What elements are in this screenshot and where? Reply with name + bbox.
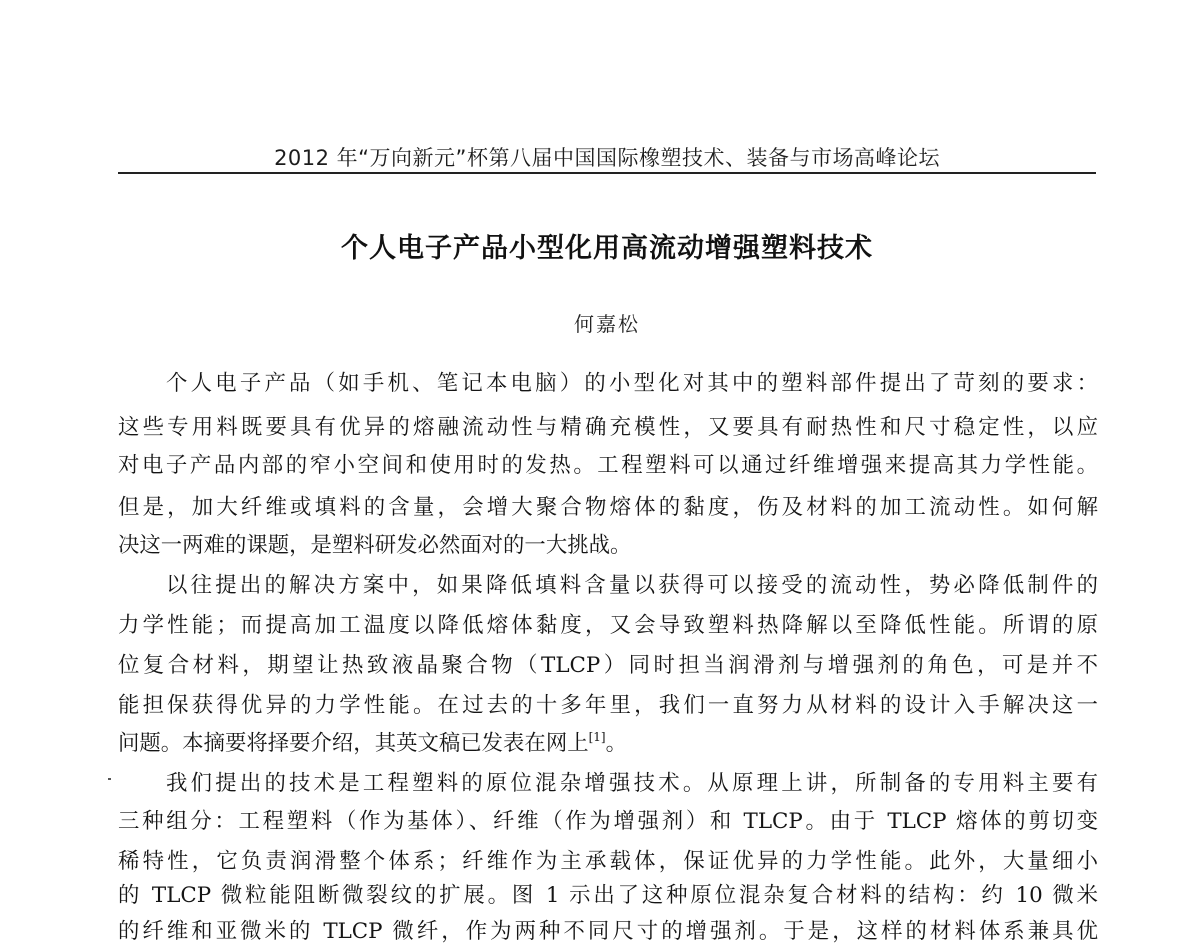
paragraph-2-line-2: 力学性能；而提高加工温度以降低熔体黏度，又会导致塑料热降解以至降低性能。所谓的原 [118,613,1098,638]
paragraph-2-line-5-text: 问题。本摘要将择要介绍，其英文稿已发表在网上 [118,731,589,756]
paper-author: 何嘉松 [574,312,640,336]
citation-reference: [1] [588,730,606,744]
paragraph-1-line-4: 但是，加大纤维或填料的含量，会增大聚合物熔体的黏度，伤及材料的加工流动性。如何解 [118,495,1098,520]
paragraph-2-line-5 [118,728,1098,760]
paragraph-2-line-3: 位复合材料，期望让热致液晶聚合物（TLCP）同时担当润滑剂与增强剂的角色，可是并不 [118,653,1098,678]
paragraph-1-line-2: 这些专用料既要具有优异的熔融流动性与精确充模性，又要具有耐热性和尺寸稳定性，以应 [118,415,1098,440]
running-header: 2012 年“万向新元”杯第八届中国国际橡塑技术、装备与市场高峰论坛 [274,146,940,170]
paragraph-3-line-3: 稀特性，它负责润滑整个体系；纤维作为主承载体，保证优异的力学性能。此外，大量细小 [118,849,1098,874]
header-rule [118,172,1096,174]
paragraph-1-line-1: 个人电子产品（如手机、笔记本电脑）的小型化对其中的塑料部件提出了苛刻的要求： [166,371,1098,396]
paragraph-2-line-4: 能担保获得优异的力学性能。在过去的十多年里，我们一直努力从材料的设计入手解决这一 [118,693,1098,718]
paragraph-3-line-5: 的纤维和亚微米的 TLCP 微纤，作为两种不同尺寸的增强剂。于是，这样的材料体系兼具优 [118,919,1098,944]
paragraph-1-line-3: 对电子产品内部的窄小空间和使用时的发热。工程塑料可以通过纤维增强来提高其力学性能。 [118,453,1098,478]
paragraph-3-line-1: 我们提出的技术是工程塑料的原位混杂增强技术。从原理上讲，所制备的专用料主要有 [166,771,1098,796]
scan-speck [108,778,111,780]
paragraph-2-line-1: 以往提出的解决方案中，如果降低填料含量以获得可以接受的流动性，势必降低制件的 [166,573,1098,598]
paragraph-2-line-5-end: 。 [605,731,628,756]
paragraph-3-line-2: 三种组分：工程塑料（作为基体）、纤维（作为增强剂）和 TLCP。由于 TLCP 熔体的剪切变 [118,809,1098,834]
paper-title: 个人电子产品小型化用高流动增强塑料技术 [341,233,873,264]
paragraph-1-line-5: 决这一两难的课题，是塑料研发必然面对的一大挑战。 [118,533,632,558]
paragraph-3-line-4: 的 TLCP 微粒能阻断微裂纹的扩展。图 1 示出了这种原位混杂复合材料的结构：约 10 微米 [118,883,1098,908]
